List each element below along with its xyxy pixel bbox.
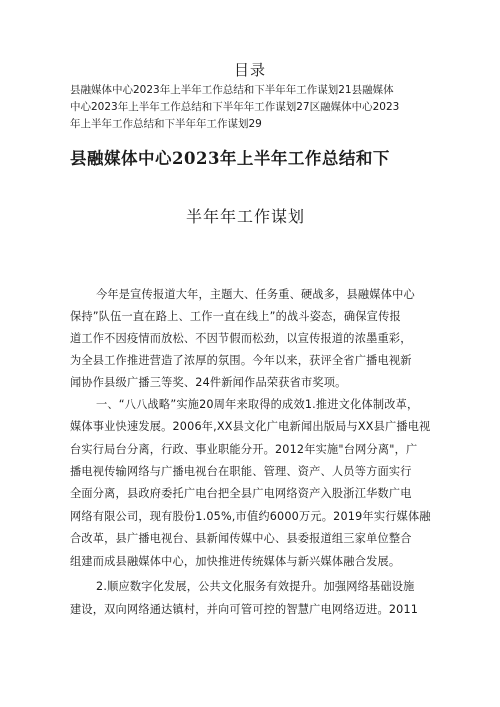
document-heading-line-1: 县融媒体中心2023年上半年工作总结和下: [70, 149, 390, 168]
document-heading-line-2: 半年年工作谋划: [186, 207, 306, 226]
paragraph-line: 网络有限公司，现有股份1.05%,市值约6000万元。2019年实行媒体融: [70, 510, 431, 523]
paragraph-line: 播电视传输网络与广播电视台在职能、管理、资产、人员等方面实行: [70, 465, 412, 478]
paragraph-line: 今年是宣传报道大年，主题大、任务重、硬战多，县融媒体中心: [96, 288, 415, 301]
toc-title: 目录: [233, 61, 266, 79]
toc-entry-line[interactable]: 中心2023年上半年工作总结和下半年年工作谋划27区融媒体中心2023: [70, 101, 400, 113]
paragraph-line: 道工作不因疫情而放松、不因节假而松劲，以宣传报道的浓墨重彩，: [70, 332, 412, 345]
toc-entry-line[interactable]: 县融媒体中心2023年上半年工作总结和下半年年工作谋划21县融媒体: [70, 84, 394, 96]
paragraph-line: 媒体事业快速发展。2006年,XX县文化广电新闻出版局与XX县广播电视: [70, 420, 431, 433]
paragraph-line: 2.顺应数字化发展，公共文化服务有效提升。加强网络基础设施: [96, 580, 415, 593]
toc-entry-line[interactable]: 年上半年工作总结和下半年年工作谋划29: [70, 118, 262, 130]
paragraph-line: 一、“八八战略”实施20周年来取得的成效1.推进文化体制改革，: [96, 398, 419, 411]
paragraph-line: 保持”队伍一直在路上、工作一直在线上”的战斗姿态，确保宣传报: [70, 310, 401, 323]
paragraph-line: 建设，双向网络通达镇村，并向可管可控的智慧广电网络迈进。2011: [70, 603, 419, 616]
paragraph-line: 全面分离，县政府委托广电台把全县广电网络资产入股浙江华数广电: [70, 487, 412, 500]
paragraph-line: 合改革，县广播电视台、县新闻传媒中心、县委报道组三家单位整合: [70, 532, 412, 545]
paragraph-line: 闻协作县级广播三等奖、24件新闻作品荣获省市奖项。: [70, 376, 347, 389]
paragraph-line: 组建而成县融媒体中心，加快推进传统媒体与新兴媒体融合发展。: [70, 555, 401, 568]
paragraph-line: 为全县工作推进营造了浓厚的氛围。今年以来，获评全省广播电视新: [70, 354, 412, 367]
paragraph-line: 台实行局台分离，行政、事业职能分开。2012年实施"台网分离"，广: [70, 443, 418, 456]
